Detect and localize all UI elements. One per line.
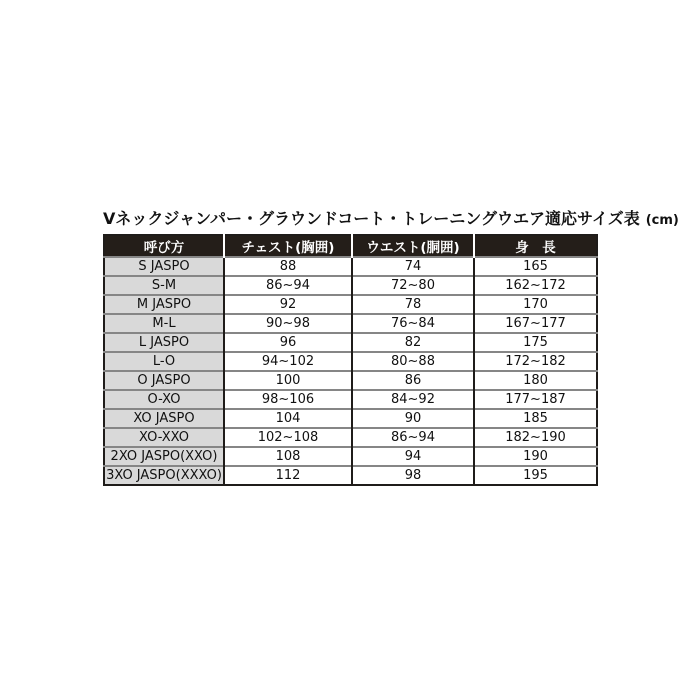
table-row <box>104 390 597 409</box>
header-row <box>104 235 597 257</box>
height-value-cell: 185 <box>474 409 597 428</box>
size-name-cell: M JASPO <box>104 295 224 314</box>
table-row <box>104 314 597 333</box>
waist-value-cell: 86~94 <box>352 428 474 447</box>
chest-value-cell: 98~106 <box>224 390 352 409</box>
height-value-cell: 182~190 <box>474 428 597 447</box>
size-chart-sheet <box>103 206 679 486</box>
chest-value-cell: 86~94 <box>224 276 352 295</box>
waist-value-cell: 98 <box>352 466 474 485</box>
table-row <box>104 466 597 485</box>
size-table <box>103 234 598 486</box>
height-value-cell: 175 <box>474 333 597 352</box>
table-row <box>104 295 597 314</box>
waist-value-cell: 80~88 <box>352 352 474 371</box>
waist-value-cell: 74 <box>352 257 474 276</box>
waist-value-cell: 76~84 <box>352 314 474 333</box>
height-value-cell: 180 <box>474 371 597 390</box>
height-value-cell: 170 <box>474 295 597 314</box>
col-header-height: 身 長 <box>474 235 597 257</box>
chest-value-cell: 112 <box>224 466 352 485</box>
size-name-cell: S JASPO <box>104 257 224 276</box>
waist-value-cell: 78 <box>352 295 474 314</box>
waist-value-cell: 84~92 <box>352 390 474 409</box>
page-title-text: Vネックジャンパー・グラウンドコート・トレーニングウエア適応サイズ表 <box>103 209 640 228</box>
col-header-size-name: 呼び方 <box>104 235 224 257</box>
height-value-cell: 172~182 <box>474 352 597 371</box>
size-name-cell: 3XO JASPO(XXXO) <box>104 466 224 485</box>
size-name-cell: O JASPO <box>104 371 224 390</box>
table-row <box>104 257 597 276</box>
waist-value-cell: 82 <box>352 333 474 352</box>
table-row <box>104 447 597 466</box>
waist-value-cell: 86 <box>352 371 474 390</box>
size-name-cell: XO JASPO <box>104 409 224 428</box>
height-value-cell: 165 <box>474 257 597 276</box>
table-row <box>104 428 597 447</box>
size-table-body <box>104 257 597 485</box>
size-name-cell: L JASPO <box>104 333 224 352</box>
size-name-cell: M-L <box>104 314 224 333</box>
size-name-cell: S-M <box>104 276 224 295</box>
size-name-cell: O-XO <box>104 390 224 409</box>
table-row <box>104 352 597 371</box>
col-header-chest: チェスト(胸囲) <box>224 235 352 257</box>
chest-value-cell: 108 <box>224 447 352 466</box>
height-value-cell: 177~187 <box>474 390 597 409</box>
waist-value-cell: 90 <box>352 409 474 428</box>
table-row <box>104 276 597 295</box>
height-value-cell: 162~172 <box>474 276 597 295</box>
size-name-cell: XO-XXO <box>104 428 224 447</box>
col-header-waist: ウエスト(胴囲) <box>352 235 474 257</box>
chest-value-cell: 96 <box>224 333 352 352</box>
chest-value-cell: 94~102 <box>224 352 352 371</box>
table-row <box>104 409 597 428</box>
height-value-cell: 167~177 <box>474 314 597 333</box>
page-title <box>103 206 679 229</box>
waist-value-cell: 72~80 <box>352 276 474 295</box>
chest-value-cell: 100 <box>224 371 352 390</box>
chest-value-cell: 88 <box>224 257 352 276</box>
chest-value-cell: 90~98 <box>224 314 352 333</box>
table-row <box>104 333 597 352</box>
height-value-cell: 190 <box>474 447 597 466</box>
chest-value-cell: 102~108 <box>224 428 352 447</box>
size-name-cell: 2XO JASPO(XXO) <box>104 447 224 466</box>
size-name-cell: L-O <box>104 352 224 371</box>
chest-value-cell: 92 <box>224 295 352 314</box>
waist-value-cell: 94 <box>352 447 474 466</box>
table-row <box>104 371 597 390</box>
chest-value-cell: 104 <box>224 409 352 428</box>
height-value-cell: 195 <box>474 466 597 485</box>
page-title-unit: (cm) <box>645 213 679 228</box>
